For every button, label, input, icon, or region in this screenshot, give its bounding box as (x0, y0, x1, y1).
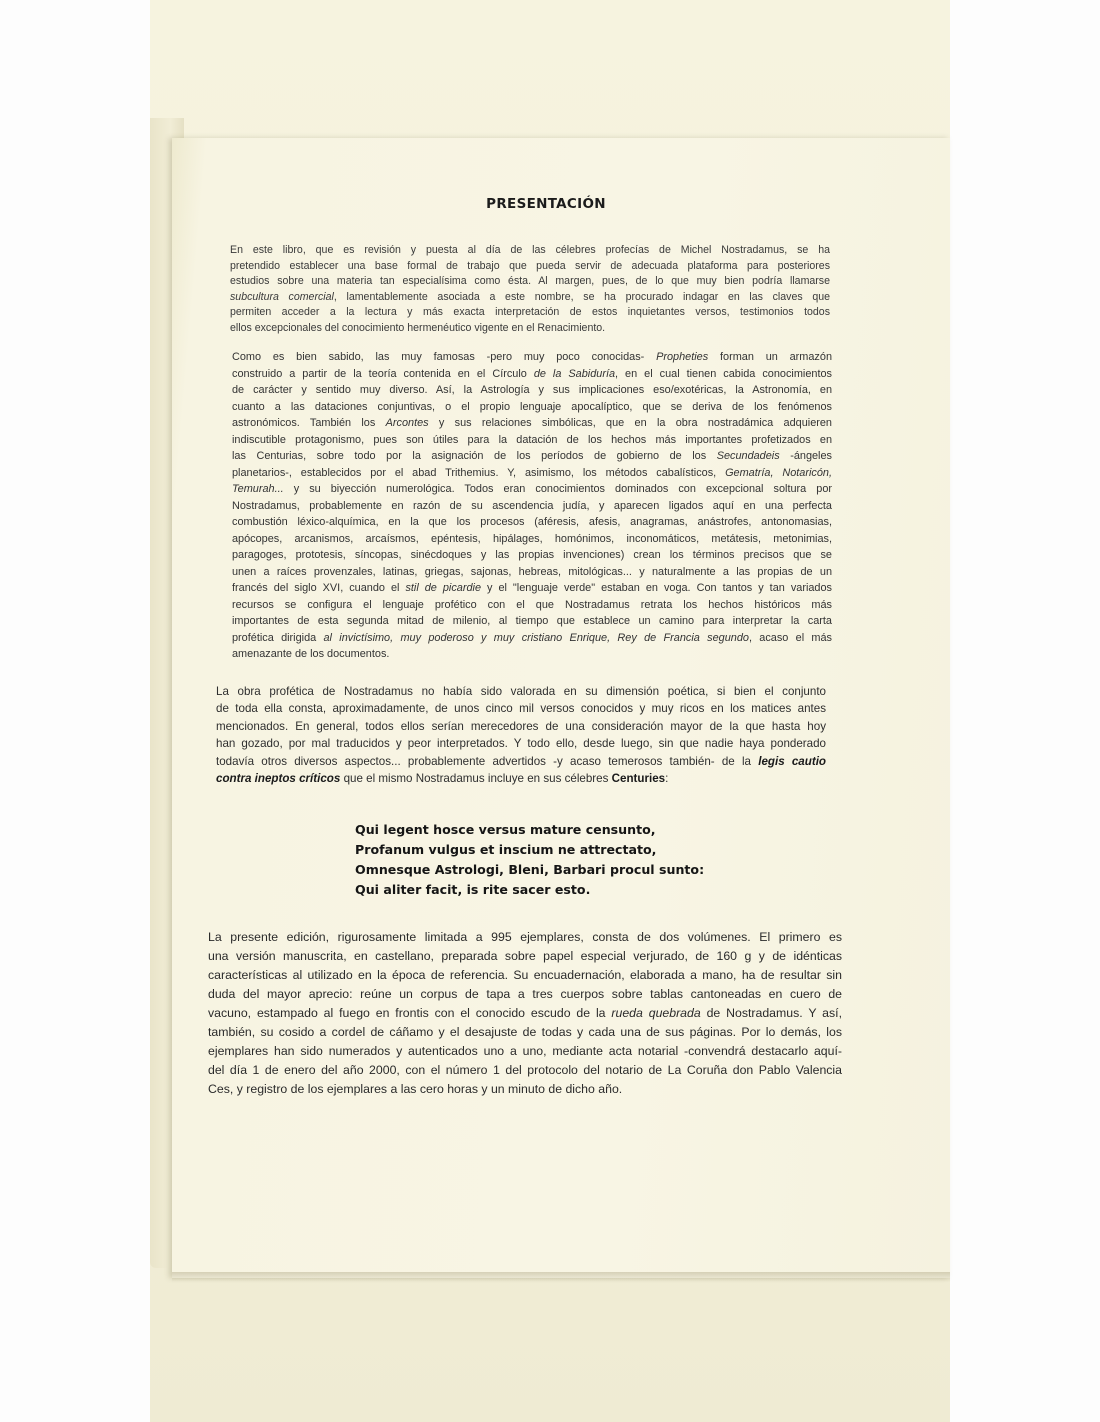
text-line: unen a raíces provenzales, latinas, griegas, sajonas, hebreas, mitológicas... y naturalmente a las propias de un (232, 565, 832, 578)
backdrop-right (950, 0, 1100, 1422)
paragraph-poetic (216, 683, 826, 787)
text-line: paragoges, prototesis, síncopas, sinécdoques y las propias invenciones) crean los términos precisos que se (232, 549, 832, 561)
latin-verse (355, 820, 755, 900)
text-line: mencionados. En general, todos ellos serían merecedores de una consideración mayor de la que hasta hoy (216, 719, 826, 733)
text-line: permiten acceder a la lectura y más exacta interpretación de estos inquietantes versos, testimonios todos (230, 306, 830, 318)
text-line: del día 1 de enero del año 2000, con el número 1 del protocolo del notario de La Coruña don Pablo Valencia (208, 1063, 842, 1077)
text-line: ejemplares han sido numerados y autenticados uno a uno, mediante acta notarial -convendrá destacarlo aquí- (208, 1044, 842, 1058)
italic-term: al invictísimo, muy poderoso y muy cristiano Enrique, Rey de Francia segundo (323, 631, 749, 644)
text-line: Temurah... y su biyección numerológica. Todos eran conocimientos dominados con excepcional soltura por (232, 483, 832, 495)
text-line: Nostradamus, probablemente en razón de su ascendencia judía, y aparecen ligados aquí en una perfecta (232, 499, 832, 512)
text-line: construido a partir de la teoría contenida en el Círculo de la Sabiduría, en el cual tienen cabida conocimientos (232, 367, 832, 380)
paragraph-intro (230, 243, 830, 336)
verse-line: Profanum vulgus et inscium ne attrectato, (355, 842, 657, 857)
bold-term: Centuries (611, 772, 666, 786)
text-line: importantes de esta segunda mitad de milenio, al tiempo que establece un camino para interpretar la carta (232, 615, 832, 627)
verse-line: Qui legent hosce versus mature censunto, (355, 822, 656, 837)
page-shadow (172, 1272, 950, 1282)
text-line: pretendido establecer una base formal de trabajo que pueda servir de adecuada plataforma para posteriores (230, 259, 830, 272)
text-line: profética dirigida al invictísimo, muy poderoso y muy cristiano Enrique, Rey de Francia segundo, acaso el más (232, 631, 832, 644)
italic-term: Temurah... (232, 483, 284, 495)
text-line: En este libro, que es revisión y puesta al día de las célebres profecías de Michel Nostradamus, se ha (230, 244, 830, 256)
italic-term: Secundadeis (716, 450, 780, 462)
italic-term: stil de picardie (405, 582, 481, 594)
text-line: una versión manuscrita, en castellano, preparada sobre papel especial verjurado, de 160 g y de idénticas (208, 949, 842, 963)
text-line: amenazante de los documentos. (232, 648, 390, 660)
text-line: subcultura comercial, lamentablemente asociada a este nombre, se ha procurado indagar en las claves que (230, 290, 830, 303)
verse-line: Qui aliter facit, is rite sacer esto. (355, 882, 591, 897)
bold-italic-term: contra ineptos críticos (216, 772, 341, 786)
text-line: combustión léxico-alquímica, en la que los procesos (aféresis, afesis, anagramas, anástrofes, antonomasias, (232, 516, 832, 528)
italic-term: Propheties (656, 351, 709, 363)
text-line: astronómicos. También los Arcontes y sus relaciones simbólicas, que en la obra nostradámica adquieren (232, 417, 832, 429)
text-line: de toda ella consta, aproximadamente, de unos cinco mil versos conocidos y muy ricos en los matices antes (216, 702, 826, 716)
text-line: de carácter y sentido muy diverso. Así, la Astrología y sus implicaciones eso/exotéricas, la Astronomía, en (232, 384, 832, 396)
text-line: indiscutible protagonismo, pues son útiles para la datación de los hechos más importantes profetizados en (232, 433, 832, 446)
text-line: recursos se configura el lenguaje profético con el que Nostradamus retrata los hechos históricos más (232, 598, 832, 611)
backdrop-left (0, 0, 150, 1422)
text-line: todavía otros diversos aspectos... probablemente advertidos -y acaso temerosos también- de la legis cautio (216, 754, 826, 768)
text-line: características al utilizado en la época de referencia. Su encuadernación, elaborada a mano, ha de resultar sin (208, 968, 842, 982)
italic-term: rueda quebrada (611, 1006, 701, 1020)
text-line: Como es bien sabido, las muy famosas -pero muy poco conocidas- Propheties forman un armazón (232, 351, 832, 363)
text-line: apócopes, arcanismos, arcaísmos, epéntesis, hipálages, homónimos, inconomáticos, metátesis, metonimias, (232, 532, 832, 545)
text-line: contra ineptos críticos que el mismo Nostradamus incluye en sus célebres Centuries: (216, 772, 669, 786)
verse-line: Omnesque Astrologi, Bleni, Barbari procul sunto: (355, 862, 705, 877)
text-line: planetarios-, establecidos por el abad Trithemius. Y, asimismo, los métodos cabalísticos, Gematría, Notaricón, (232, 466, 832, 479)
text-line: Ces, y registro de los ejemplares a las cero horas y un minuto de dicho año. (208, 1082, 623, 1096)
paragraph-propheties (232, 349, 832, 663)
page-title: PRESENTACIÓN (486, 196, 606, 212)
text-line: las Centurias, sobre todo por la asignación de los períodos de gobierno de los Secundadeis -ángeles (232, 450, 832, 462)
text-line: duda del mayor aprecio: reúne un corpus de tapa a tres cuerpos sobre tablas cantoneadas en cuero de (208, 987, 842, 1001)
text-line: La obra profética de Nostradamus no había sido valorada en su dimensión poética, si bien el conjunto (216, 685, 826, 698)
text-line: francés del siglo XVI, cuando el stil de picardie y el "lenguaje verde" estaban en voga. Con tantos y tan variados (232, 582, 832, 594)
italic-term: subcultura comercial (230, 290, 334, 303)
text-line: La presente edición, rigurosamente limitada a 995 ejemplares, consta de dos volúmenes. El primero es (208, 930, 842, 944)
text-line: estudios sobre una materia tan especialísima como ésta. Al margen, pues, de lo que muy bien podría llamarse (230, 275, 830, 287)
italic-term: Gematría, Notaricón, (725, 466, 832, 479)
text-line: cuanto a las dataciones conjuntivas, o el propio lenguaje apocalíptico, que se deriva de los fenómenos (232, 400, 832, 413)
italic-term: de la Sabiduría (533, 367, 616, 380)
paragraph-edition (208, 928, 842, 1099)
text-line: también, su cosido a cordel de cáñamo y el desajuste de todas y cada una de sus páginas. Por lo demás, los (208, 1025, 842, 1039)
text-line: han gozado, por mal traducidos y peor interpretados. Y todo ello, desde luego, sin que nadie haya ponderado (216, 737, 826, 751)
text-line: vacuno, estampado al fuego en frontis con el conocido escudo de la rueda quebrada de Nostradamus. Y así, (208, 1006, 842, 1020)
italic-term: Arcontes (385, 417, 429, 429)
bold-italic-term: legis cautio (758, 754, 826, 768)
text-line: ellos excepcionales del conocimiento hermenéutico vigente en el Renacimiento. (230, 321, 606, 334)
